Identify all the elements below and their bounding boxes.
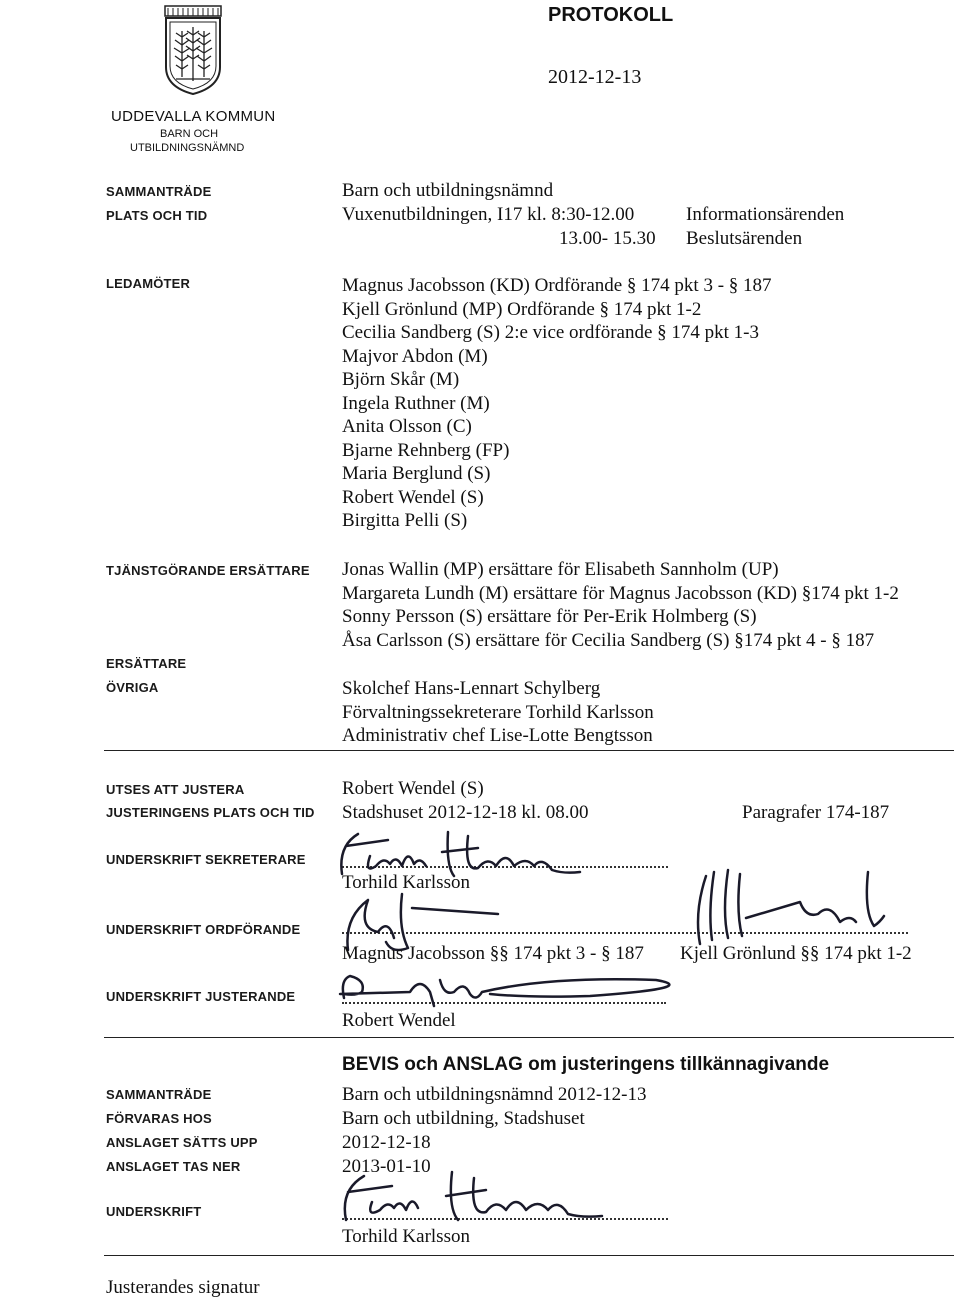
signature-chair-gronlund <box>680 862 910 954</box>
member-item: Robert Wendel (S) <box>342 486 484 508</box>
divider <box>104 1255 954 1256</box>
label-sammantrade: SAMMANTRÄDE <box>106 184 212 199</box>
other-item: Skolchef Hans-Lennart Schylberg <box>342 678 601 699</box>
bevis-title: BEVIS och ANSLAG om justeringens tillkännagivande <box>342 1054 830 1075</box>
member-item: Cecilia Sandberg (S) 2:e vice ordförande § 174 pkt 1-3 <box>342 322 760 343</box>
meeting-time2: 13.00- 15.30 <box>559 228 656 249</box>
label-tjanstgorande-ersattare: TJÄNSTGÖRANDE ERSÄTTARE <box>106 563 310 578</box>
bevis-label: FÖRVARAS HOS <box>106 1111 212 1126</box>
bevis-value: Barn och utbildning, Stadshuset <box>342 1108 585 1129</box>
label-justeringens-plats: JUSTERINGENS PLATS OCH TID <box>106 805 315 820</box>
other-item: Administrativ chef Lise-Lotte Bengtsson <box>342 725 653 746</box>
document-title: PROTOKOLL <box>548 4 674 26</box>
meeting-info-sessions: Informationsärenden <box>686 204 845 225</box>
label-ledamoter: LEDAMÖTER <box>106 276 191 291</box>
member-item: Bjarne Rehnberg (FP) <box>342 439 510 461</box>
label-underskrift-ordforande: UNDERSKRIFT ORDFÖRANDE <box>106 922 301 937</box>
substitute-item: Sonny Persson (S) ersättare för Per-Erik Holmberg (S) <box>342 606 757 627</box>
divider <box>104 750 954 751</box>
member-item: Ingela Ruthner (M) <box>342 392 490 414</box>
label-utses-att-justera: UTSES ATT JUSTERA <box>106 782 245 797</box>
substitute-item: Margareta Lundh (M) ersättare för Magnus Jacobsson (KD) §174 pkt 1-2 <box>342 582 899 604</box>
member-item: Björn Skår (M) <box>342 369 460 390</box>
members-list <box>342 274 772 533</box>
label-underskrift-justerande: UNDERSKRIFT JUSTERANDE <box>106 989 296 1004</box>
substitutes-list <box>342 558 899 652</box>
chair1-name: Magnus Jacobsson §§ 174 pkt 3 - § 187 <box>342 943 644 964</box>
footer-signature-label: Justerandes signatur <box>106 1277 260 1298</box>
bevis-label: SAMMANTRÄDE <box>106 1087 212 1102</box>
label-ovriga: ÖVRIGA <box>106 680 159 695</box>
member-item: Anita Olsson (C) <box>342 416 472 437</box>
member-item: Kjell Grönlund (MP) Ordförande § 174 pkt 1-2 <box>342 298 702 320</box>
meeting-place-time: Vuxenutbildningen, I17 kl. 8:30-12.00 <box>342 204 635 225</box>
bevis-value: Barn och utbildningsnämnd 2012-12-13 <box>342 1084 647 1105</box>
label-underskrift: UNDERSKRIFT <box>106 1204 202 1219</box>
member-item: Magnus Jacobsson (KD) Ordförande § 174 pkt 3 - § 187 <box>342 275 772 296</box>
bevis-signature-name: Torhild Karlsson <box>342 1226 470 1247</box>
bevis-values <box>342 1083 647 1179</box>
org-committee-line2: UTBILDNINGSNÄMND <box>130 142 245 154</box>
bevis-value: 2013-01-10 <box>342 1156 431 1177</box>
member-item: Birgitta Pelli (S) <box>342 510 468 531</box>
adjuster-name: Robert Wendel (S) <box>342 778 484 799</box>
member-item: Maria Berglund (S) <box>342 463 491 484</box>
member-item: Majvor Abdon (M) <box>342 345 488 367</box>
label-underskrift-sekreterare: UNDERSKRIFT SEKRETERARE <box>106 852 306 867</box>
adjustment-paragraphs: Paragrafer 174-187 <box>742 802 890 823</box>
substitute-item: Åsa Carlsson (S) ersättare för Cecilia Sandberg (S) §174 pkt 4 - § 187 <box>342 629 875 651</box>
divider <box>104 1037 954 1038</box>
substitute-item: Jonas Wallin (MP) ersättare för Elisabeth Sannholm (UP) <box>342 559 779 580</box>
other-item: Förvaltningssekreterare Torhild Karlsson <box>342 701 654 723</box>
label-plats-och-tid: PLATS OCH TID <box>106 208 208 223</box>
org-name: UDDEVALLA KOMMUN <box>111 108 276 125</box>
others-list <box>342 677 654 748</box>
meeting-decisions: Beslutsärenden <box>686 228 803 249</box>
org-committee-line1: BARN OCH <box>160 128 219 140</box>
bevis-label: ANSLAGET TAS NER <box>106 1159 241 1174</box>
secretary-name: Torhild Karlsson <box>342 872 470 893</box>
signature-adjuster <box>330 962 710 1008</box>
meeting-body: Barn och utbildningsnämnd <box>342 180 554 201</box>
document-date: 2012-12-13 <box>548 66 642 88</box>
bevis-value: 2012-12-18 <box>342 1132 431 1153</box>
label-ersattare: ERSÄTTARE <box>106 656 187 671</box>
adjustment-place-time: Stadshuset 2012-12-18 kl. 08.00 <box>342 802 589 823</box>
coat-of-arms-logo <box>162 5 224 95</box>
signature-bevis <box>330 1166 620 1228</box>
adjuster-signature-name: Robert Wendel <box>342 1010 456 1031</box>
bevis-label: ANSLAGET SÄTTS UPP <box>106 1135 258 1150</box>
bevis-labels <box>106 1083 258 1179</box>
chair2-name: Kjell Grönlund §§ 174 pkt 1-2 <box>680 943 912 964</box>
